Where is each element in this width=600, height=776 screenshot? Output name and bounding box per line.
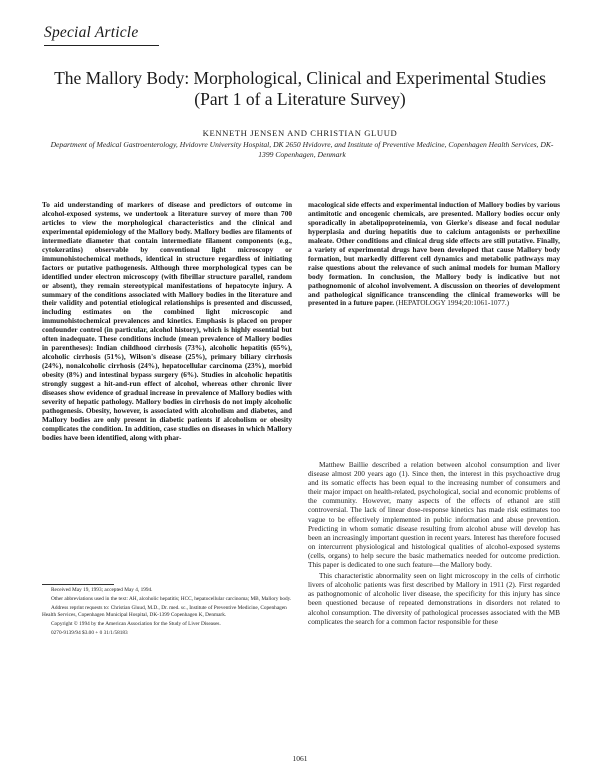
body-paragraph: This characteristic abnormality seen on light microscopy in the cells of cirrhotic livers of alcoholic patients was first described by Mallory in 1911 (2). First regarded as pathognomonic of alcoholic liver disease, the specificity for this injury has since been questioned because of repeated demonstrations in disorders not related to alcohol consumption. The diversity of pathological processes associated with the MB complicates the search for a common factor responsible for these	[308, 571, 560, 626]
body-text-column	[308, 460, 560, 628]
footnote-copyright: Copyright © 1994 by the American Association for the Study of Liver Diseases.	[51, 620, 221, 627]
author-line: KENNETH JENSEN AND CHRISTIAN GLUUD	[202, 128, 398, 138]
page-number: 1061	[292, 754, 308, 763]
article-title: The Mallory Body: Morphological, Clinical and Experimental Studies (Part 1 of a Literature Survey)	[54, 68, 546, 109]
footnote-reprint: Address reprint requests to: Christian Gluud, M.D., Dr. med. sc., Institute of Preventive Medicine, Copenhagen Health Services, Copenhagen Municipal Hospital, DK-1399 Copenhagen K, Denmark.	[42, 604, 287, 618]
footnote-rule	[42, 584, 114, 585]
footnote-abbreviations: Other abbreviations used in the text: AH, alcoholic hepatitis; HCC, hepatocellular carcinoma; MB, Mallory body.	[51, 595, 292, 602]
abstract-right-text: macological side effects and experimental induction of Mallory bodies by various antimitotic and oncogenic chemicals, are presented. Mallory bodies occur only sporadically in abetalipoproteinemia, von Gierke's disease and focal nodular hyperplasia and during hepatitis due to calcium antagonists or perhexiline maleate. Other conditions and clinical drug side effects are still putative. Finally, a variety of experimental drugs have been developed that cause Mallory body formation, but markedly different cell dynamics and metabolic pathways may raise questions about the relevance of such animal models for human Mallory body formation. In conclusion, the Mallory body is indicative but not pathognomonic of alcohol involvement. A discussion on theories of development and pathological significance transcending the clinical frameworks will be presented in a future paper.	[308, 200, 560, 308]
abstract-citation: (HEPATOLOGY 1994;20:1061-1077.)	[395, 298, 510, 308]
section-rule	[44, 45, 159, 46]
section-label: Special Article	[44, 24, 139, 41]
footnotes	[42, 587, 294, 638]
abstract-right-column	[308, 201, 560, 308]
body-paragraph: Matthew Baillie described a relation between alcohol consumption and liver disease almost 200 years ago (1). Since then, the interest in this psychoactive drug and its somatic effects has been equal to the increasing number of consumers and their major impact on health-related, psychological, social and economic problems of the community. However, many aspects of the effects of ethanol are still controversial. The lack of linear dose-response kinetics has made risk estimates too vague to be effectively implemented in public information and abuse prevention. Predicting in whom somatic disease resulting from alcohol abuse will develop has been an increasingly important question in recent years. Interest has therefore focused on intercurrent physiological and histological qualities of alcohol-exposed systems (cells, organs) to help secure the basic mathematics needed for outcome prediction. This paper is dedicated to one such feature—the Mallory body.	[308, 460, 560, 570]
footnote-code: 0270-9139/94 $3.00 + 0 31/1/58183	[51, 629, 128, 636]
footnote-received: Received May 19, 1993; accepted May 4, 1994.	[51, 587, 153, 593]
abstract-left-column: To aid understanding of markers of disease and predictors of outcome in alcohol-exposed systems, we undertook a literature survey of more than 700 articles to view the morphological characteristics and the clinical and experimental epidemiology of the Mallory body. Mallory bodies are filaments of intermediate diameter that contain intermediate filament components (e.g., cytokeratins) observable by conventional light microscopy or immunohistochemical methods, identical in structure regardless of initiating factors or putative pathogenesis. Although three morphological types can be identified under electron microscopy (with fibrillar structure parallel, random or absent), they remain stereotypical manifestations of hepatocyte injury. A summary of the conditions associated with Mallory bodies in the literature and their validity and potential etiological relationships is presented and discussed, including estimates on the combined light microscopic and immunohistochemical prevalences and kinetics. Emphasis is placed on proper confounder control (in particular, alcohol history), which is highly essential but often inadequate. These conditions include (mean prevalence of Mallory bodies in parentheses): Indian childhood cirrhosis (73%), alcoholic hepatitis (65%), alcoholic cirrhosis (51%), Wilson's disease (25%), primary biliary cirrhosis (24%), nonalcoholic cirrhosis (24%), hepatocellular carcinoma (23%), morbid obesity (8%) and intestinal bypass surgery (6%). Studies in alcoholic hepatitis strongly suggest a hit-and-run effect of alcohol, whereas other chronic liver diseases show evidence of gradual increase in prevalence of Mallory bodies with severity of hepatic pathology. Mallory bodies in cirrhosis do not imply alcoholic pathogenesis. Obesity, however, is associated with alcoholism and diabetes, and Mallory bodies are only present in diabetic patients if alcoholism or obesity complicates the condition. In addition, case studies on diseases in which Mallory bodies have been identified, along with phar-	[42, 200, 292, 442]
affiliation: Department of Medical Gastroenterology, Hvidovre University Hospital, DK 2650 Hvidovre, and Institute of Preventive Medicine, Copenhagen Health Services, DK-1399 Copenhagen, Denmark	[50, 140, 554, 160]
